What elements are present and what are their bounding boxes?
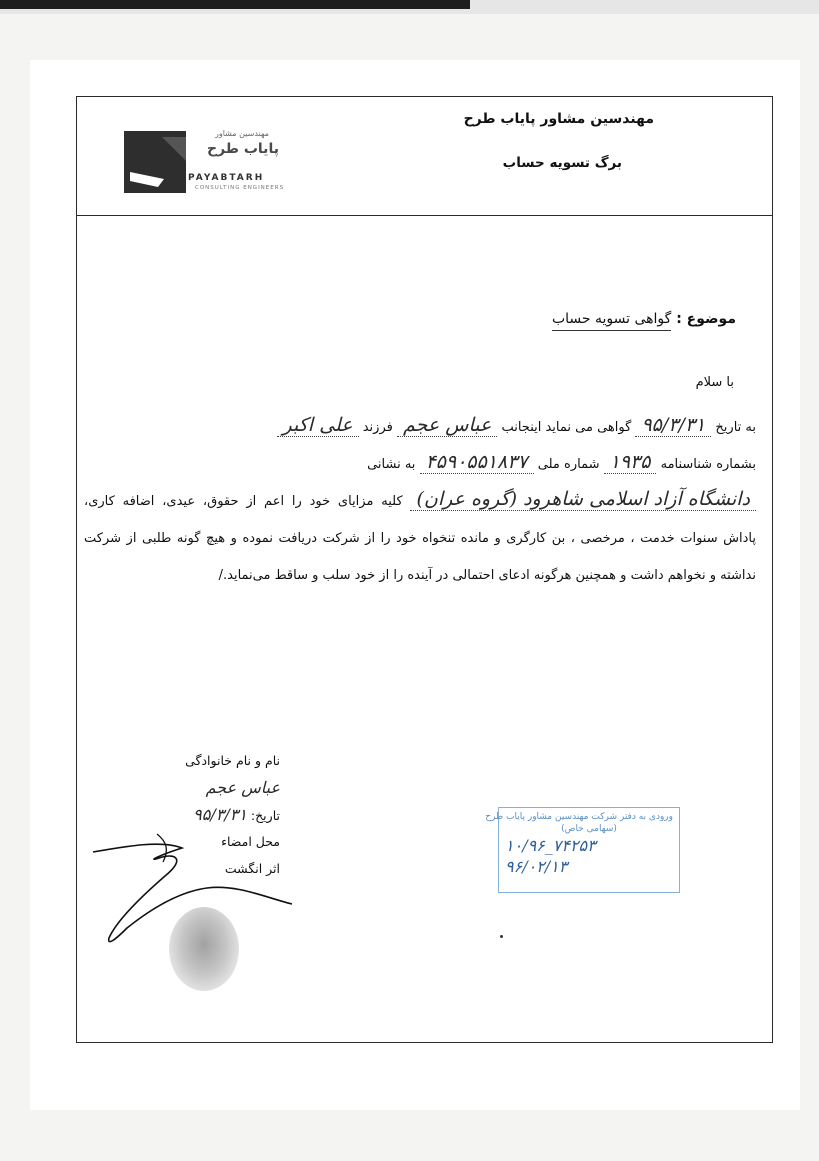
body-text: فرزند <box>362 420 393 435</box>
subject-line <box>552 311 736 327</box>
handwritten-father-name: علی اکبر <box>277 414 359 437</box>
name-label: نام و نام خانوادگی <box>185 753 280 768</box>
form-title: برگ تسویه حساب <box>502 155 622 171</box>
thumbprint-label: اثر انگشت <box>224 861 280 876</box>
handwritten-signer-name: عباس عجم <box>205 778 280 797</box>
entry-stamp <box>485 807 680 893</box>
body-text: به نشانی <box>367 457 416 472</box>
subject-label: موضوع : <box>676 311 736 327</box>
handwritten-date: ۹۵/۳/۳۱ <box>635 414 711 437</box>
subject-value: گواهی تسویه حساب <box>552 311 671 331</box>
logo-text-fa: پایاب طرح <box>207 141 279 157</box>
document-frame <box>76 96 773 1043</box>
stamp-text: ورودی به دفتر شرکت مهندسین مشاور پایاب طرح <box>485 812 673 822</box>
handwritten-name: عباس عجم <box>397 414 497 437</box>
body-text: کلیه مزایای خود را اعم از حقوق، عیدی، اضافه کاری، پاداش سنوات خدمت ، مرخصی ، بن کارگری و مانده تنخواه خود را از شرکت دریافت نموده و هیچ گونه طلبی از شرکت نداشته و نخواهم داشت و همچنین هرگونه ادعای احتمالی در آینده را از خود سلب و ساقط می‌نماید./ <box>84 494 756 583</box>
certificate-body <box>84 409 756 594</box>
greeting: با سلام <box>695 375 734 390</box>
body-text: شماره ملی <box>537 457 600 472</box>
ink-dot <box>500 935 503 938</box>
company-name: مهندسین مشاور پایاب طرح <box>463 111 654 127</box>
logo-text-small: مهندسین مشاور <box>215 129 269 138</box>
document-header <box>77 97 772 216</box>
logo-tagline: CONSULTING ENGINEERS <box>195 185 285 191</box>
handwritten-national-id: ۴۵۹۰۵۵۱۸۳۷ <box>420 451 534 474</box>
stamp-date: ۹۶/۰۲/۱۳ <box>505 857 568 876</box>
logo-text-en: PAYABTARH <box>188 173 265 183</box>
handwritten-address: دانشگاه آزاد اسلامی شاهرود (گروه عران) <box>410 488 756 511</box>
payabtarh-logo-icon <box>124 131 186 193</box>
stamp-number: ۱۰/۹۶_۷۴۲۵۳ <box>505 836 596 855</box>
sign-place-label: محل امضاء <box>221 834 280 849</box>
date-line <box>150 801 280 828</box>
handwritten-id-number: ۱۹۳۵ <box>604 451 657 474</box>
handwritten-signature <box>87 832 307 952</box>
body-text: به تاریخ <box>715 420 756 435</box>
scan-edge-dark <box>0 0 470 9</box>
handwritten-sign-date: ۹۵/۳/۳۱ <box>193 805 247 824</box>
stamp-subtext: (سهامی خاص) <box>561 824 617 834</box>
date-label: تاریخ: <box>250 808 280 823</box>
body-text: بشماره شناسنامه <box>660 457 756 472</box>
body-text: گواهی می نماید اینجانب <box>501 420 632 435</box>
